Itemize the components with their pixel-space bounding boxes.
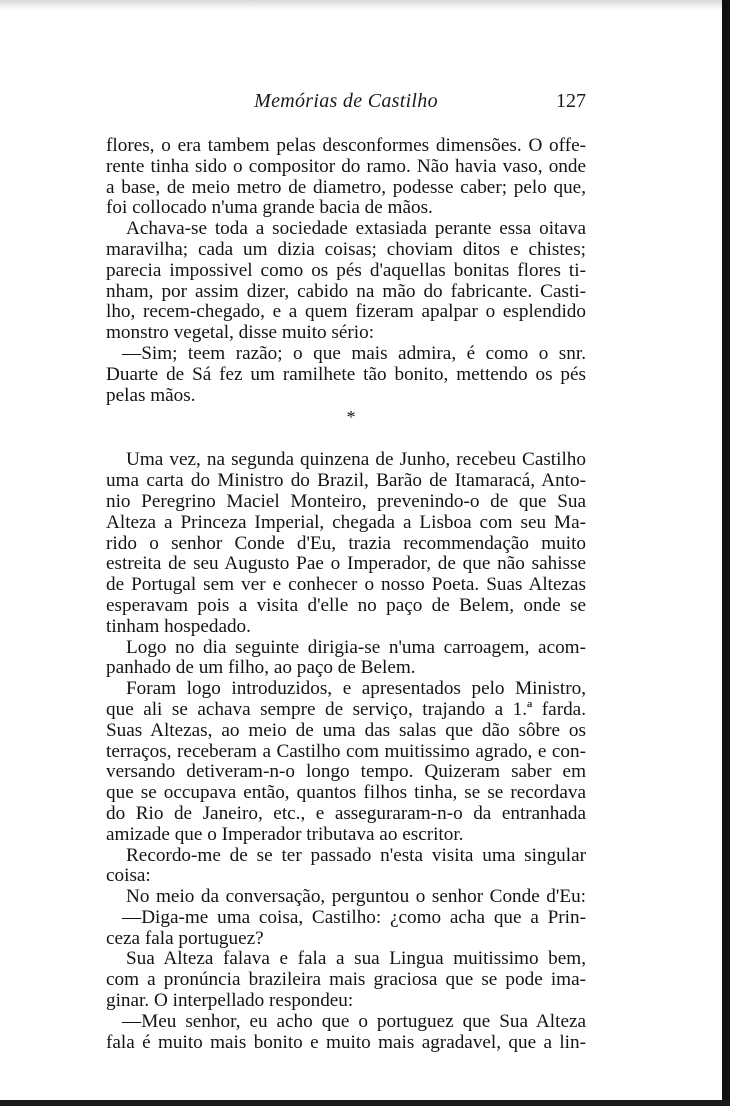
- text-line: —Sim; teem razão; o que mais admira, é como o snr.: [122, 342, 586, 364]
- text-line: rente tinha sido o compositor do ramo. Não havia vaso, onde: [106, 155, 586, 177]
- scan-right-edge: [722, 0, 730, 1106]
- text-line: do Rio de Janeiro, etc., e asseguraram-n-o da entranhada: [106, 802, 586, 824]
- text-line: lho, recem-chegado, e a quem fizeram apalpar o esplendido: [106, 301, 586, 323]
- text-line: que ali se achava sempre de serviço, trajando a 1.ª farda.: [106, 698, 586, 720]
- text-line: monstro vegetal, disse muito sério:: [106, 322, 375, 344]
- text-line: panhado de um filho, ao paço de Belem.: [106, 657, 416, 679]
- running-header: [106, 90, 586, 120]
- text-line: terraços, receberam a Castilho com muitissimo agrado, e con-: [106, 740, 586, 762]
- text-line: esperavam pois a visita d'elle no paço de Belem, onde se: [106, 594, 586, 616]
- text-line: tinham hospedado.: [106, 615, 251, 637]
- text-line: que se occupava então, quantos filhos tinha, se se recordava: [106, 782, 586, 804]
- paragraph: [106, 1012, 586, 1054]
- text-line: Foram logo introduzidos, e apresentados pelo Ministro,: [126, 678, 586, 700]
- paragraph: [106, 344, 586, 406]
- scan-top-edge: [0, 0, 730, 10]
- text-line: Achava-se toda a sociedade extasiada perante essa oitava: [126, 218, 586, 240]
- page-number: 127: [556, 90, 586, 112]
- text-line: fala é muito mais bonito e muito mais agradavel, que a lin-: [106, 1031, 586, 1053]
- text-line: ginar. O interpellado respondeu:: [106, 990, 354, 1012]
- paragraph: [106, 638, 586, 680]
- text-line: Logo no dia seguinte dirigia-se n'uma carroagem, acom-: [126, 636, 586, 658]
- text-line: nham, por assim dizer, cabido na mão do fabricante. Casti-: [106, 280, 586, 302]
- text-line: —Meu senhor, eu acho que o portuguez que Sua Alteza: [122, 1010, 586, 1032]
- paragraph: [106, 450, 586, 637]
- text-line: Recordo-me de se ter passado n'esta visita uma singular: [126, 844, 586, 866]
- text-line: Alteza a Princeza Imperial, chegada a Lisboa com seu Ma-: [106, 511, 586, 533]
- text-line: amizade que o Imperador tributava ao escritor.: [106, 823, 464, 845]
- text-line: coisa:: [106, 865, 151, 887]
- text-line: Suas Altezas, ao meio de uma das salas que dão sôbre os: [106, 719, 586, 741]
- paragraph: [106, 887, 586, 908]
- text-line: a base, de meio metro de diametro, podesse caber; pelo que,: [106, 176, 586, 198]
- text-line: de Portugal sem ver e conhecer o nosso Poeta. Suas Altezas: [106, 574, 586, 596]
- text-line: Sua Alteza falava e fala a sua Lingua muitissimo bem,: [126, 948, 586, 970]
- scan-bottom-edge: [0, 1100, 730, 1106]
- text-line: pelas mãos.: [106, 384, 196, 406]
- section-separator-asterisk: *: [346, 407, 356, 428]
- paragraph: [106, 846, 586, 888]
- text-line: Duarte de Sá fez um ramilhete tão bonito, mettendo os pés: [106, 363, 586, 385]
- paragraph: [106, 679, 586, 845]
- paragraph: [106, 219, 586, 344]
- text-line: rido o senhor Conde d'Eu, trazia recommendação muito: [106, 532, 586, 554]
- text-line: estreita de seu Augusto Pae o Imperador, de que não sahisse: [106, 553, 586, 575]
- paragraph: [106, 908, 586, 950]
- running-title: Memórias de Castilho: [254, 90, 438, 112]
- text-line: —Diga-me uma coisa, Castilho: ¿como acha que a Prin-: [122, 906, 586, 928]
- text-line: parecia impossivel como os pés d'aquellas bonitas flores ti-: [106, 259, 586, 281]
- text-line: versando detiveram-n-o longo tempo. Quizeram saber em: [106, 761, 586, 783]
- text-line: No meio da conversação, perguntou o senhor Conde d'Eu:: [126, 886, 586, 908]
- text-line: ceza fala portuguez?: [106, 927, 264, 949]
- text-line: Uma vez, na segunda quinzena de Junho, recebeu Castilho: [126, 449, 586, 471]
- text-line: uma carta do Ministro do Brazil, Barão de Itamaracá, Anto-: [106, 470, 586, 492]
- paragraph: [106, 136, 586, 219]
- text-line: flores, o era tambem pelas desconformes dimensões. O offe-: [106, 135, 586, 156]
- section-gap: [106, 428, 586, 450]
- text-line: nio Peregrino Maciel Monteiro, prevenindo-o de que Sua: [106, 490, 586, 512]
- paragraph: [106, 949, 586, 1011]
- text-line: com a pronúncia brazileira mais graciosa que se pode ima-: [106, 969, 586, 991]
- text-line: maravilha; cada um dizia coisas; choviam ditos e chistes;: [106, 238, 586, 260]
- body-text: [106, 136, 586, 1053]
- text-line: foi collocado n'uma grande bacia de mãos.: [106, 197, 433, 219]
